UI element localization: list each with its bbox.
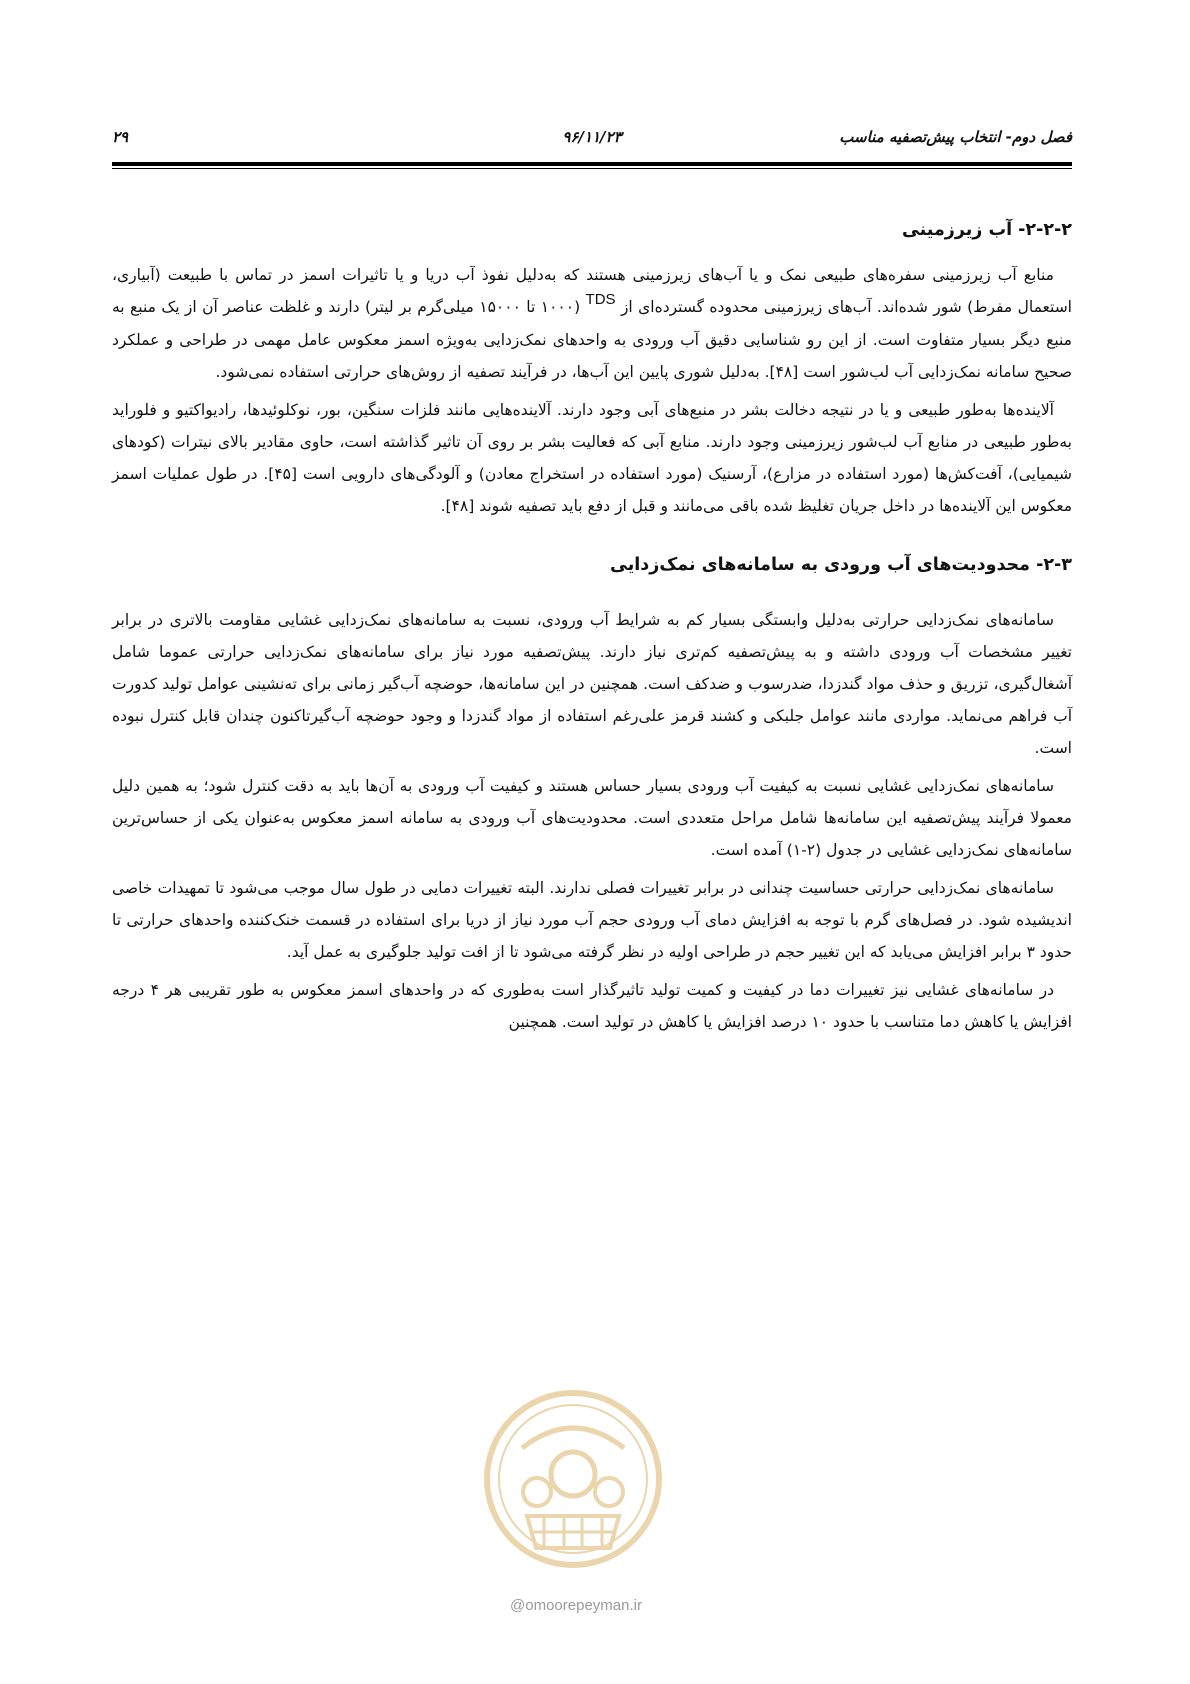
page-number: ۲۹: [112, 128, 129, 146]
paragraph-text: (۱۰۰۰ تا ۱۵۰۰۰ میلی‌گرم بر لیتر) دارند و غلظت عناصر آن از یک منبع به منبع دیگر بسیار متفاوت است. از این رو شناسایی دقیق آب ورودی به واحدهای نمک‌زدایی به‌ویژه اسمز معکوس عامل مهمی در طراحی و عملکرد صحیح سامانه نمک‌زدایی آب لب‌شور است [۴۸]. به‌دلیل شوری پایین این آب‌ها، در فرآیند تصفیه از روش‌های حرارتی استفاده نمی‌شود.: [112, 298, 1072, 381]
watermark-seal-icon: [482, 1388, 664, 1570]
header-rule-thick: [112, 162, 1072, 166]
paragraph: سامانه‌های نمک‌زدایی حرارتی به‌دلیل وابستگی بسیار کم به شرایط آب ورودی، نسبت به سامانه‌های نمک‌زدایی غشایی مقاومت بالاتری در برابر تغییر مشخصات آب ورودی داشته و به پیش‌تصفیه کم‌تری نیاز دارند. پیش‌تصفیه مورد نیاز برای سامانه‌های نمک‌زدایی حرارتی عموما شامل آشغال‌گیری، تزریق و حذف مواد گندزدا، ضدرسوب و ضدکف است. همچنین در این سامانه‌ها، حوضچه آب‌گیر زمانی برای ته‌نشینی عوامل تولید کدورت آب فراهم می‌نماید. مواردی مانند عوامل جلبکی و کشند قرمز علی‌رغم استفاده از مواد گندزدا و وجود حوضچه آب‌گیرتاکنون چندان قابل کنترل نبوده است.: [112, 611, 1072, 757]
paragraph: آلاینده‌ها به‌طور طبیعی و یا در نتیجه دخالت بشر در منبع‌های آبی وجود دارند. آلاینده‌هایی مانند فلزات سنگین، بور، نوکلوئیدها، رادیواکتیو و فلوراید به‌طور طبیعی در منابع آب لب‌شور زیرزمینی وجود دارند. منابع آبی که فعالیت بشر بر روی آن تاثیر گذاشته است، حاوی مقادیر بالای نیترات (کودهای شیمیایی)، آفت‌کش‌ها (مورد استفاده در مزارع)، آرسنیک (مورد استفاده در استخراج معادن) و آلودگی‌های دارویی است [۴۵]. در طول عملیات اسمز معکوس این آلاینده‌ها در داخل جریان تغلیظ شده باقی می‌مانند و قبل از دفع باید تصفیه شوند [۴۸].: [112, 401, 1072, 515]
paragraph: سامانه‌های نمک‌زدایی غشایی نسبت به کیفیت آب ورودی بسیار حساس هستند و کیفیت آب ورودی به آن‌ها باید به دقت کنترل شود؛ به همین دلیل معمولا فرآیند پیش‌تصفیه این سامانه‌ها شامل مراحل متعددی است. محدودیت‌های آب ورودی به سامانه اسمز معکوس به‌عنوان یکی از حساس‌ترین سامانه‌های نمک‌زدایی غشایی در جدول (۲-۱) آمده است.: [112, 777, 1072, 859]
paragraph: [112, 259, 1072, 388]
chapter-title: فصل دوم- انتخاب پیش‌تصفیه مناسب: [839, 128, 1072, 146]
tds-label: TDS: [585, 291, 616, 308]
page-body: [112, 215, 1072, 1044]
page-header: [112, 128, 1072, 152]
paragraph: در سامانه‌های غشایی نیز تغییرات دما در کیفیت و کمیت تولید تاثیرگذار است به‌طوری که در واحدهای اسمز معکوس به طور تقریبی هر ۴ درجه افزایش یا کاهش دما متناسب با حدود ۱۰ درصد افزایش یا کاهش در تولید است. همچنین: [112, 981, 1072, 1031]
section-heading-feedwater-limits: ۲-۳- محدودیت‌های آب ورودی به سامانه‌های نمک‌زدایی: [610, 555, 1072, 575]
header-date: ۹۶/۱۱/۲۳: [562, 128, 622, 146]
section-heading-groundwater: ۲-۲-۲- آب زیرزمینی: [901, 220, 1072, 240]
watermark-site: @omoorepeyman.ir: [510, 1597, 642, 1614]
paragraph: سامانه‌های نمک‌زدایی حرارتی حساسیت چندانی در برابر تغییرات فصلی ندارند. البته تغییرات دمایی در طول سال موجب می‌شود تا تمهیدات خاصی اندیشیده شود. در فصل‌های گرم با توجه به افزایش دمای آب ورودی حجم آب مورد نیاز از دریا برای استفاده در قسمت خنک‌کننده واحدهای حرارتی تا حدود ۳ برابر افزایش می‌یابد که این تغییر حجم در طراحی اولیه در نظر گرفته می‌شود تا از افت تولید جلوگیری به عمل آید.: [112, 879, 1072, 961]
paragraph-text: منابع آب زیرزمینی سفره‌های طبیعی نمک و یا آب‌های زیرزمینی هستند که به‌دلیل نفوذ آب دریا و یا تاثیرات اسمز در تماس با طبیعت (آبیاری، استعمال مفرط) شور شده‌اند. آب‌های زیرزمینی محدوده گسترده‌ای از: [112, 266, 1072, 316]
header-rule-thin: [112, 168, 1072, 169]
